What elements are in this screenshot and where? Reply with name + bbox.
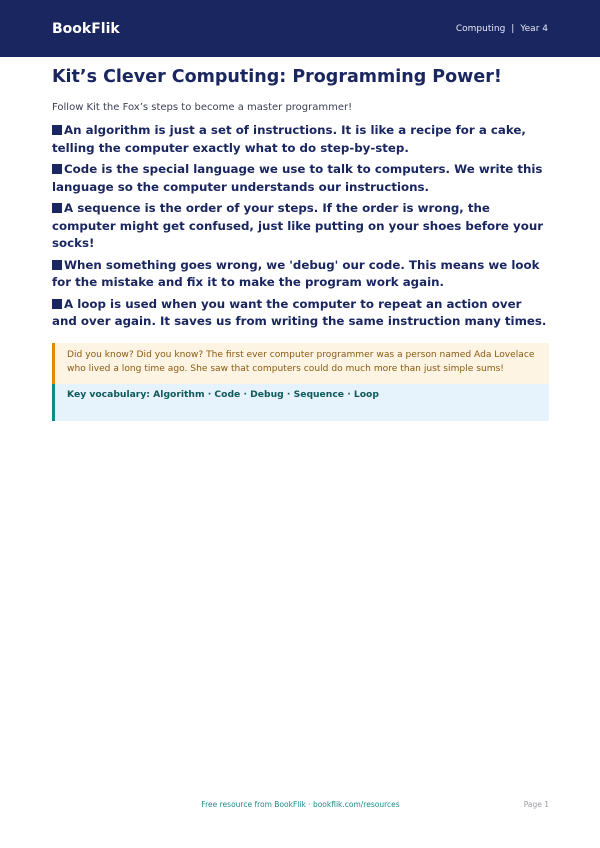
footer-source-link[interactable]: Free resource from BookFlik · bookflik.com/resources (201, 800, 400, 809)
subject-label: Computing (455, 23, 506, 34)
square-bullet-icon (52, 164, 62, 174)
intro-text: Follow Kit the Fox’s steps to become a master programmer! (52, 102, 353, 113)
list-item (52, 296, 549, 331)
brand-logo[interactable]: BookFlik (52, 20, 120, 37)
square-bullet-icon (52, 299, 62, 309)
list-item (52, 257, 549, 292)
header-meta (456, 24, 548, 34)
point-text: A sequence is the order of your steps. If the order is wrong, the computer might get confused, just like putting on your shoes before your socks! (52, 201, 544, 250)
point-text: A loop is used when you want the computer to repeat an action over and over again. It saves us from writing the same instruction many times. (52, 296, 547, 328)
square-bullet-icon (52, 203, 62, 213)
list-item (52, 161, 549, 196)
square-bullet-icon (52, 260, 62, 270)
header-bar (0, 0, 600, 57)
key-points-list (52, 122, 549, 331)
square-bullet-icon (52, 125, 62, 135)
main-content (52, 66, 549, 421)
key-vocabulary-box: Key vocabulary: Algorithm · Code · Debug · Sequence · Loop (52, 384, 549, 421)
list-item (52, 122, 549, 157)
point-text: An algorithm is just a set of instructions. It is like a recipe for a cake, telling the computer exactly what to do step-by-step. (52, 123, 526, 155)
page-footer (52, 800, 549, 814)
page-number: Page 1 (523, 800, 549, 809)
page-title: Kit’s Clever Computing: Programming Power! (52, 67, 502, 87)
point-text: When something goes wrong, we 'debug' our code. This means we look for the mistake and fix it to make the program work again. (52, 257, 540, 289)
meta-separator: | (511, 23, 515, 34)
year-label: Year 4 (520, 23, 548, 34)
point-text: Code is the special language we use to talk to computers. We write this language so the computer understands our instructions. (52, 162, 543, 194)
did-you-know-callout: Did you know? Did you know? The first ever computer programmer was a person named Ada Lovelace who lived a long time ago. She saw that computers could do much more than just simple sums! (52, 343, 549, 384)
list-item (52, 200, 549, 253)
